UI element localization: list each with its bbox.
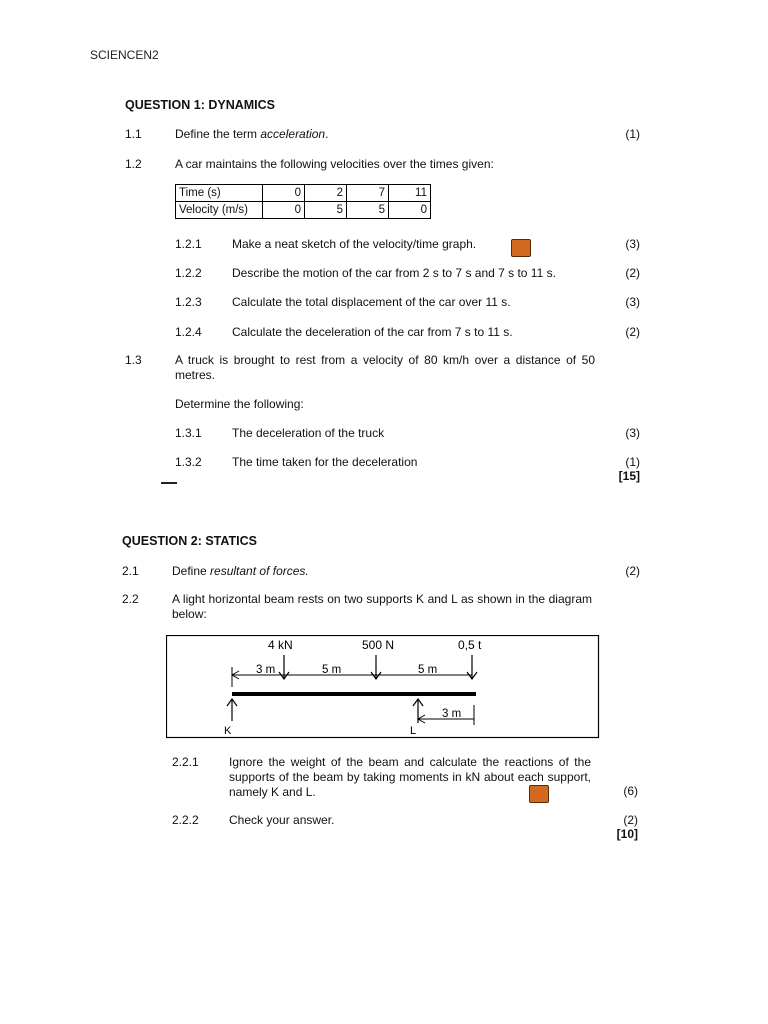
item-2-2-number: 2.2	[122, 592, 139, 606]
item-2-2-text: A light horizontal beam rests on two supports K and L as shown in the diagram below:	[172, 592, 592, 621]
dimension-label-5m-b: 5 m	[418, 664, 438, 676]
dimension-label-5m-a: 5 m	[322, 664, 342, 676]
item-2-2-2-number: 2.2.2	[172, 813, 199, 827]
item-2-1-number: 2.1	[122, 564, 139, 578]
question-1-title: QUESTION 1: DYNAMICS	[125, 98, 276, 112]
force-label-0-5t: 0,5 t	[458, 638, 482, 652]
force-label-4kn: 4 kN	[268, 638, 293, 652]
item-2-2-1-text: Ignore the weight of the beam and calculate the reactions of the supports of the beam by taking moments in kN about each support, namely K and L.	[229, 755, 591, 799]
item-1-2-2-marks: (2)	[625, 266, 640, 280]
item-1-2-number: 1.2	[125, 157, 142, 171]
beam	[232, 692, 476, 696]
item-1-2-1-text: Make a neat sketch of the velocity/time graph.	[232, 237, 477, 251]
item-1-1-marks: (1)	[625, 127, 640, 141]
question-2-total: [10]	[616, 827, 638, 841]
item-1-2-4-number: 1.2.4	[175, 325, 202, 339]
item-1-2-text: A car maintains the following velocities over the times given:	[175, 157, 494, 171]
determine-instruction: Determine the following:	[175, 397, 304, 411]
dimension-label-3m-b: 3 m	[442, 708, 462, 720]
force-label-500n: 500 N	[362, 638, 395, 652]
blocked-image-icon-2	[529, 785, 549, 803]
item-1-3-2-text: The time taken for the deceleration	[232, 455, 418, 469]
item-1-3-text: A truck is brought to rest from a velocity of 80 km/h over a distance of 50 metres.	[175, 353, 595, 382]
item-1-1-number: 1.1	[125, 127, 142, 141]
document-header: SCIENCEN2	[90, 48, 159, 62]
item-1-2-1-marks: (3)	[625, 237, 640, 251]
item-1-2-2-text: Describe the motion of the car from 2 s to 7 s and 7 s to 11 s.	[232, 266, 556, 280]
item-1-3-2-marks: (1)	[625, 455, 640, 469]
item-1-3-1-marks: (3)	[625, 426, 640, 440]
dimension-label-3m: 3 m	[256, 664, 276, 676]
item-2-1-marks: (2)	[625, 564, 640, 578]
item-1-2-1-number: 1.2.1	[175, 237, 202, 251]
item-1-2-3-marks: (3)	[625, 295, 640, 309]
table-row-time: Time (s) 0 2 7 11	[176, 185, 431, 202]
item-2-2-1-number: 2.2.1	[172, 755, 199, 769]
item-1-3-1-number: 1.3.1	[175, 426, 202, 440]
item-1-1-text: Define the term acceleration.	[175, 127, 329, 141]
support-label-l: L	[410, 725, 417, 737]
item-1-3-2-number: 1.3.2	[175, 455, 202, 469]
squiggle-mark-icon	[161, 478, 177, 484]
question-1-total: [15]	[618, 469, 640, 483]
table-row-velocity: Velocity (m/s) 0 5 5 0	[176, 202, 431, 219]
velocity-time-table	[175, 184, 431, 219]
item-2-2-2-marks: (2)	[623, 813, 638, 827]
item-2-2-2-text: Check your answer.	[229, 813, 335, 827]
item-2-2-1-marks: (6)	[623, 784, 638, 798]
support-label-k: K	[224, 725, 232, 737]
item-1-2-3-text: Calculate the total displacement of the car over 11 s.	[232, 295, 511, 309]
item-1-3-1-text: The deceleration of the truck	[232, 426, 385, 440]
blocked-image-icon	[511, 239, 531, 257]
item-1-2-3-number: 1.2.3	[175, 295, 202, 309]
item-1-2-2-number: 1.2.2	[175, 266, 202, 280]
question-2-title: QUESTION 2: STATICS	[122, 534, 257, 548]
item-2-1-text: Define resultant of forces.	[172, 564, 309, 578]
item-1-2-4-marks: (2)	[625, 325, 640, 339]
item-1-3-number: 1.3	[125, 353, 142, 367]
item-1-2-4-text: Calculate the deceleration of the car from 7 s to 11 s.	[232, 325, 513, 339]
beam-diagram	[166, 635, 600, 739]
